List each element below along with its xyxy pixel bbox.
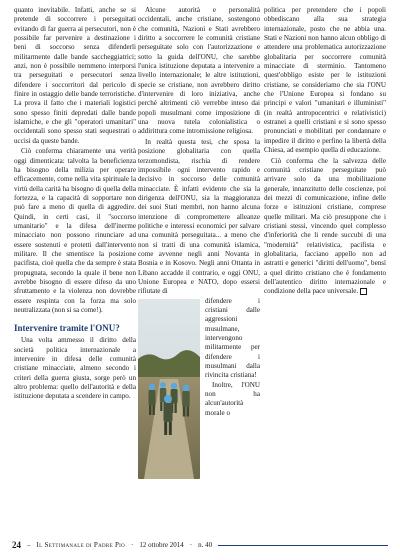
paragraph: Una volta ammesso il diritto della società politica internazionale a intervenire in difesa delle comunità cristiane minacciate, almeno secondo i criteri della guerra giusta, sorge però un altro problema: quello dell'autorità e della istituzione deputata a scendere in campo. bbox=[14, 336, 136, 401]
issue-date: 12 ottobre 2014 bbox=[139, 541, 184, 549]
issue-number: n. 40 bbox=[198, 541, 213, 549]
footer-separator: – bbox=[27, 541, 31, 549]
footer-dot: · bbox=[131, 541, 134, 549]
paragraph: Inoltre, l'ONU non ha alcun'autorità morale o bbox=[205, 380, 260, 417]
footer-rule bbox=[218, 545, 388, 546]
paragraph: Ciò conferma chiaramente una verità oggi dimenticata: talvolta la beneficienza ha bisogno della milizia per operare efficacemente, come nella vita spirituale la virtù della carità ha bisogno di quella della fortezza, e la capacità di sopportare non può fare a meno di quella di aggredire. Quindi, in certi casi, il "soccorso umanitario" e la difesa dell'inerme minacciato non possono rinunciare ad essere sostenuti e protetti dall'intervento militare. Il che smentisce la posizione pacifista, cioè quella che da sempre è stata propugnata, secondo la quale il bene non avrebbe bisogno di essere difeso da uno sfruttamento e la violenza non dovrebbe essere respinta con la forza ma solo neutralizzata (non si sa come!). bbox=[14, 147, 136, 314]
paragraph: Alcune autorità e personalità occidentali, anche cristiane, sostengono che comunità, Nazioni e Stati avrebbero diritto a soccorrere le comunità cristiane perseguitate solo con l'autorizzazione e sotto la guida dell'ONU, che sarebbe l'unica istituzione deputata a intervenire a livello internazionale; le altre istituzioni, specie se cristiane, non avrebbero diritto d'intervenire di loro iniziativa, anche perché altrimenti ciò verrebbe inteso dai popoli musulmani come imposizione di una nuova tutela colonialistica o addirittura come intromissione religiosa. bbox=[138, 6, 260, 136]
page-number: 24 bbox=[12, 540, 21, 550]
photo-un-soldiers-icon bbox=[138, 299, 200, 479]
paragraph bbox=[264, 157, 386, 297]
paragraph: politica per pretendere che i popoli obbediscano alla sua strategia internazionale, posto che ne abbia una. Stati e Nazioni non hanno alcun obbligo di attendere una problematica autorizzazione globalitaria per soccorrere comunità minacciate di sterminio. Tantomeno quest'obbligo esiste per le istituzioni cristiane, se consideriamo che sia l'ONU che l'Unione Europea si fondano su principi e valori "umanitari e illuministi" (in realtà antropocentrici e relativistici) estranei a quelli cristiani e si sono spesso pronunciati e mobilitati per condannare e impedire il diritto e perfino la libertà della Chiesa, ad esempio quella di educazione. bbox=[264, 6, 386, 155]
page-footer bbox=[12, 538, 388, 552]
column-3 bbox=[264, 6, 386, 297]
column-1 bbox=[14, 6, 136, 402]
column-2 bbox=[138, 6, 260, 481]
article-end-square-icon bbox=[360, 288, 367, 295]
paragraph-beside-photo: difendere i cristiani dalle aggressioni musulmane, intervengono militarmente per difendere i musulmani dalla rivincita cristiana! bbox=[205, 296, 260, 380]
paragraph: In realtà questa tesi, che sposa la posizione globalitaria con quella terzomondista, rischia di rendere impossibile ogni intervento rapido e decisivo in soccorso delle comunità minacciate. È infatti evidente che sia la dirigenza dell'ONU, sia la maggioranza dei suoi Stati membri, non hanno alcuna intenzione di compromettere alleanze politiche e interessi economici per salvare una comunità perseguitata... a meno che non si tratti di una comunità islamica, come avvenne negli anni Novanta in Bosnia e in Kosovo. Negli anni Ottanta in Libano accadde il contrario, e oggi ONU, Unione Europea e NATO, dopo essersi rifiutate di bbox=[138, 137, 260, 296]
footer-dot: · bbox=[189, 541, 193, 549]
un-soldiers-photo bbox=[138, 299, 200, 479]
publication-name: Il Settimanale di Padre Pio bbox=[36, 541, 126, 549]
paragraph: quanto inevitabile. Infatti, anche se si pretende di soccorrere i perseguitati evitando di far guerra ai persecutori, non è possibile far pervenire a destinazione i beni di soccorso senza difenderli militarmente dalle bande saccheggiatrici; anzi, non è possibile nemmeno interporsi tra perseguitati e persecutori senza difendere i soccorritori dal pericolo di finire in ostaggio delle bande terroristiche. La prova il fatto che i materiali logistici sono spesso finiti depredati dalle bande islamiche, e che gli "operatori umanitari" occidentali sono spesso stati sequestrati o uccisi da queste bande. bbox=[14, 6, 136, 145]
section-subheading: Intervenire tramite l'ONU? bbox=[14, 323, 120, 334]
paragraph-text: Ciò conferma che la salvezza delle comunità cristiane perseguitate può arrivare solo da una mobilitazione generale, innanzitutto delle coscienze, poi dei mezzi di comunicazione, infine delle forze e istituzioni cristiane, comprese quelle militari. Ma ciò presuppone che i cristiani stessi, vincendo quel complesso d'inferiorità che li rende succubi di una "modernità" relativistica, pacifista e globalitaria, facciano appello non ad astratti e generici "diritti dell'uomo", bensì a quel diritto cristiano che è fondamento dell'autentico diritto internazionale e condizione della pace universale. bbox=[264, 156, 386, 296]
